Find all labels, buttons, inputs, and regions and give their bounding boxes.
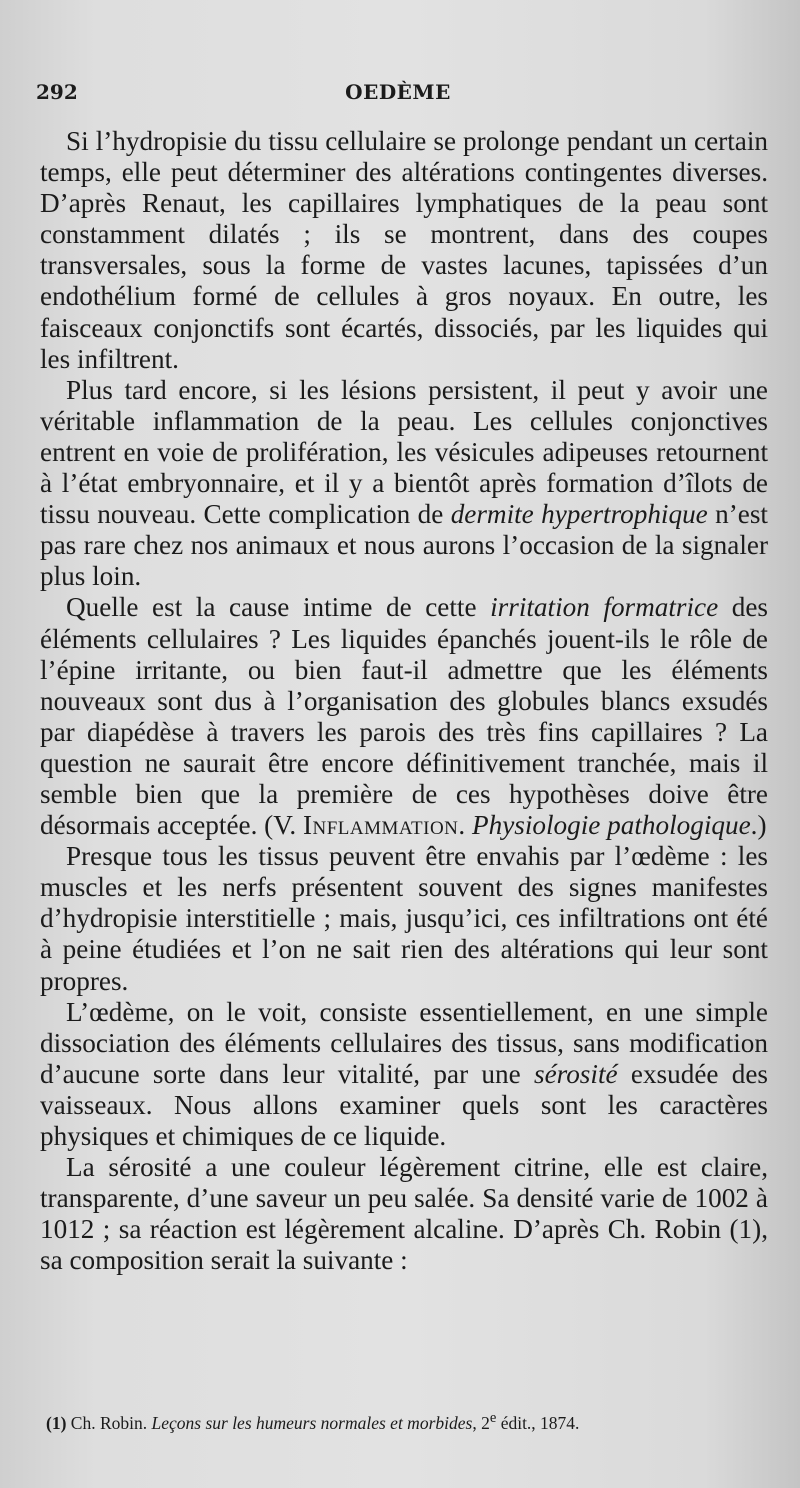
paragraph-text: La sérosité a une couleur légèrement citrine, elle est claire, transparente, d’une saveur un peu salée. Sa densité varie de 1002 à 1012 ; sa réaction est légèrement alcaline. D’après Ch. Robin (1), sa composition serait la suivante : <box>40 1152 768 1276</box>
paragraph-text: Plus tard encore, si les lésions persistent, il peut y avoir une véritable inflammation de la peau. Les cellules conjonctives entrent en voie de prolifération, les vésicules adipeuses retournent à l’état embryonnaire, et il y a bientôt après formation d’îlots de tissu nouveau. Cette complication de <box>40 374 768 530</box>
footnote-text: édit., 1874. <box>496 1412 580 1433</box>
page-number: 292 <box>36 80 78 104</box>
footnote-text: Ch. Robin. <box>66 1412 152 1433</box>
footnote-mark: (1) <box>46 1412 67 1433</box>
paragraph-text: Quelle est la cause intime de cette <box>66 592 491 623</box>
paragraph <box>40 592 768 841</box>
paragraph <box>40 1152 768 1276</box>
footnote-text: , 2 <box>472 1412 490 1433</box>
footnote-title: Leçons sur les humeurs normales et morbides <box>151 1412 473 1433</box>
body-text <box>40 126 768 1276</box>
paragraph-text: L’œdème, on le voit, consiste essentiellement, en une simple dissociation des éléments cellulaires des tissus, sans modification d’aucune sorte dans leur vitalité, par une <box>40 996 768 1089</box>
paragraph <box>40 841 768 996</box>
paragraph-text: n’est pas rare chez nos animaux et nous aurons l’occasion de la signaler plus loin. <box>40 499 768 592</box>
footnote <box>46 1406 782 1435</box>
paragraph-text: des éléments cellulaires ? Les liquides épanchés jouent-ils le rôle de l’épine irritante, ou bien faut-il admettre que les éléments nouveaux sont dus à l’organisation des globules blancs exsudés par diapédèse à travers les parois des très fins capillaires ? La question ne saurait être encore définitivement tranchée, mais il semble bien que la première de ces hypothèses doive être désormais acceptée. (V. <box>40 592 768 841</box>
footnote-superscript: e <box>489 1410 497 1426</box>
page-header <box>36 80 760 110</box>
paragraph-text: exsudée des vaisseaux. Nous allons examiner quels sont les caractères physiques et chimiques de ce liquide. <box>40 1058 768 1151</box>
paragraph-text: Si l’hydropisie du tissu cellulaire se prolonge pendant un certain temps, elle peut déterminer des altérations contingentes diverses. D’après Renaut, les capillaires lymphatiques de la peau sont constamment dilatés ; ils se montrent, dans des coupes transversales, sous la forme de vastes lacunes, tapissées d’un endothélium formé de cellules à gros noyaux. En outre, les faisceaux conjonctifs sont écartés, dissociés, par les liquides qui les infiltrent. <box>40 126 768 374</box>
italic-term: dermite hypertrophique <box>450 499 708 530</box>
small-caps-reference: Inflammation <box>302 810 459 841</box>
paragraph-text: Presque tous les tissus peuvent être envahis par l’œdème : les muscles et les nerfs présentent souvent des signes manifestes d’hydropisie interstitielle ; mais, jusqu’ici, ces infiltrations ont été à peine étudiées et l’on ne sait rien des altérations qui leur sont propres. <box>40 841 768 996</box>
italic-term: Physiologie pathologique <box>472 810 751 841</box>
running-title: OEDÈME <box>345 80 451 104</box>
paragraph <box>40 997 768 1152</box>
italic-term: sérosité <box>534 1058 618 1089</box>
paragraph <box>40 126 768 375</box>
paragraph-text: . <box>458 810 472 841</box>
paragraph <box>40 375 768 593</box>
paragraph-text: .) <box>750 810 767 841</box>
italic-term: irritation formatrice <box>490 592 719 623</box>
